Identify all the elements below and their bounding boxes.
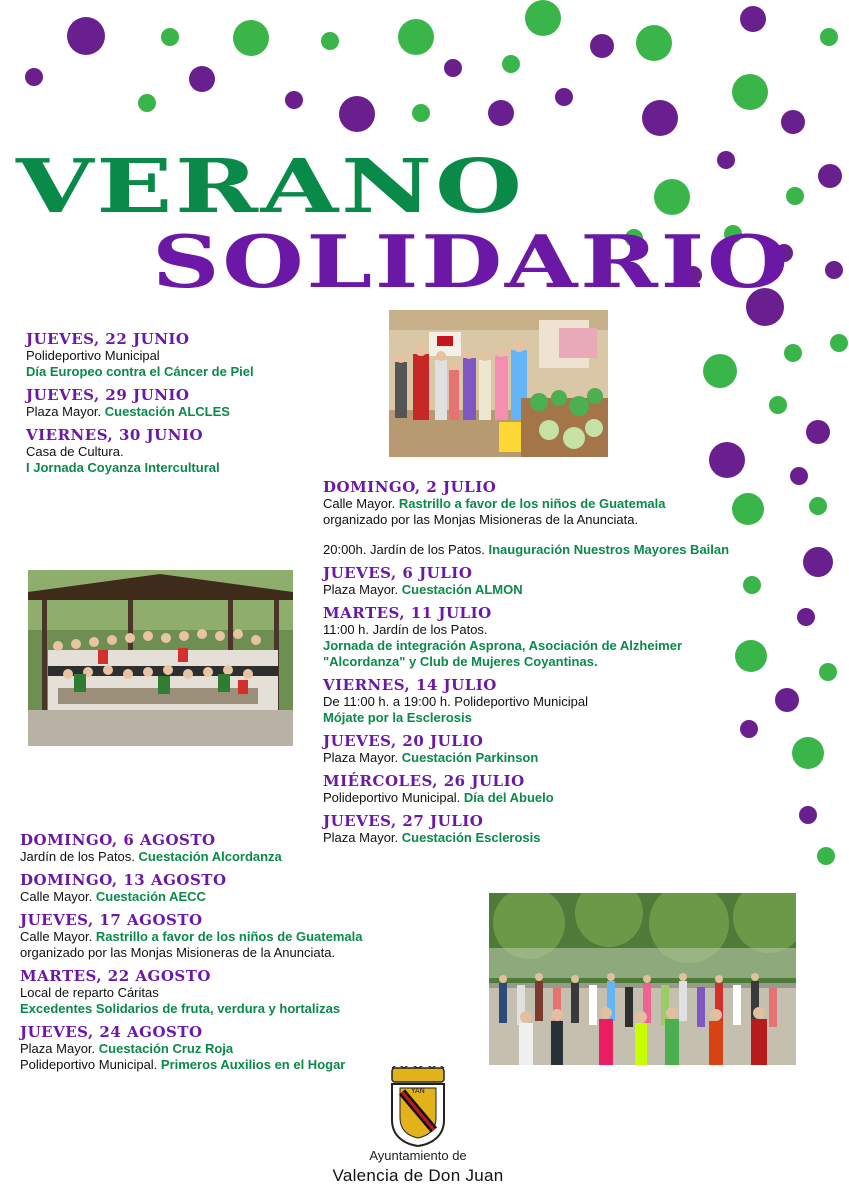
green-dot: [769, 396, 787, 414]
green-dot: [525, 0, 561, 36]
event-date: MIÉRCOLES, 26 JULIO: [323, 772, 525, 790]
event-date: VIERNES, 14 JULIO: [323, 676, 497, 694]
event-detail: [20, 1041, 480, 1057]
green-dot: [819, 663, 837, 681]
green-dot: [233, 20, 269, 56]
green-dot: [398, 19, 434, 55]
event-detail: [20, 889, 480, 905]
event-activity: Cuestación ALMON: [401, 582, 523, 597]
event-detail: [323, 710, 793, 726]
green-dot: [830, 334, 848, 352]
event-location: Plaza Mayor.: [323, 830, 402, 845]
event-detail: [323, 654, 793, 670]
title-solidario: SOLIDARIO: [152, 219, 792, 304]
purple-dot: [488, 100, 514, 126]
event-activity: Día del Abuelo: [463, 790, 554, 805]
event-detail: [20, 929, 480, 945]
event-detail: [26, 364, 366, 380]
green-dot: [636, 25, 672, 61]
event-date: JUEVES, 20 JULIO: [323, 732, 484, 750]
event-detail: [323, 542, 793, 558]
green-dot: [161, 28, 179, 46]
event-location: 11:00 h. Jardín de los Patos.: [323, 622, 488, 637]
photo-group-gazebo: [28, 570, 293, 746]
event-item: [323, 604, 793, 670]
events-june: [26, 330, 366, 482]
purple-dot: [799, 806, 817, 824]
event-item: [26, 330, 366, 380]
green-dot: [732, 74, 768, 110]
events-august: [20, 831, 480, 1079]
event-date: JUEVES, 6 JULIO: [323, 564, 473, 582]
line-spacer: [323, 528, 793, 542]
event-activity: "Alcordanza" y Club de Mujeres Coyantinas.: [323, 654, 598, 669]
event-detail: [26, 404, 366, 420]
event-location: Plaza Mayor.: [20, 1041, 99, 1056]
photo-dance-crowd: [489, 893, 796, 1065]
purple-dot: [797, 608, 815, 626]
title-verano: VERANO: [16, 144, 525, 230]
event-location: organizado por las Monjas Misioneras de la Anunciata.: [323, 512, 639, 527]
purple-dot: [781, 110, 805, 134]
event-date: JUEVES, 24 AGOSTO: [20, 1023, 203, 1041]
purple-dot: [189, 66, 215, 92]
event-detail: [20, 985, 480, 1001]
purple-dot: [339, 96, 375, 132]
purple-dot: [555, 88, 573, 106]
event-date: JUEVES, 17 AGOSTO: [20, 911, 203, 929]
event-location: Jardín de los Patos.: [20, 849, 139, 864]
event-detail: [26, 444, 366, 460]
event-item: [323, 564, 793, 598]
event-item: [20, 871, 480, 905]
events-july: [323, 478, 793, 852]
event-activity: Excedentes Solidarios de fruta, verdura y hortalizas: [20, 1001, 341, 1016]
event-date: JUEVES, 27 JULIO: [323, 812, 484, 830]
event-date: VIERNES, 30 JUNIO: [26, 426, 204, 444]
purple-dot: [444, 59, 462, 77]
purple-dot: [67, 17, 105, 55]
event-date: DOMINGO, 13 AGOSTO: [20, 871, 227, 889]
event-detail: [323, 694, 793, 710]
event-item: [26, 426, 366, 476]
event-activity: Mójate por la Esclerosis: [323, 710, 472, 725]
event-date: DOMINGO, 2 JULIO: [323, 478, 497, 496]
event-detail: [323, 496, 793, 512]
green-dot: [817, 847, 835, 865]
event-detail: [323, 638, 793, 654]
purple-dot: [25, 68, 43, 86]
green-dot: [321, 32, 339, 50]
event-location: Polideportivo Municipal.: [323, 790, 464, 805]
green-dot: [820, 28, 838, 46]
purple-dot: [818, 164, 842, 188]
event-date: MARTES, 22 AGOSTO: [20, 967, 211, 985]
event-item: [323, 478, 793, 558]
green-dot: [703, 354, 737, 388]
event-location: Local de reparto Cáritas: [20, 985, 159, 1000]
event-date: JUEVES, 22 JUNIO: [26, 330, 190, 348]
event-item: [323, 676, 793, 726]
green-dot: [792, 737, 824, 769]
event-activity: Cuestación AECC: [95, 889, 206, 904]
event-activity: Cuestación ALCLES: [104, 404, 230, 419]
event-activity: Cuestación Alcordanza: [138, 849, 282, 864]
purple-dot: [717, 151, 735, 169]
event-item: [20, 967, 480, 1017]
municipal-crest-logo: [386, 1066, 450, 1148]
event-item: [20, 911, 480, 961]
event-item: [26, 386, 366, 420]
purple-dot: [803, 547, 833, 577]
svg-text:YAN: YAN: [411, 1087, 425, 1095]
event-location: Plaza Mayor.: [26, 404, 105, 419]
event-location: Plaza Mayor.: [323, 750, 402, 765]
purple-dot: [740, 6, 766, 32]
event-location: Polideportivo Municipal.: [20, 1057, 161, 1072]
green-dot: [809, 497, 827, 515]
event-item: [323, 772, 793, 806]
event-date: MARTES, 11 JULIO: [323, 604, 492, 622]
event-detail: [323, 622, 793, 638]
event-location: Plaza Mayor.: [323, 582, 402, 597]
event-activity: Rastrillo a favor de los niños de Guatemala: [398, 496, 666, 511]
event-activity: I Jornada Coyanza Intercultural: [26, 460, 220, 475]
green-dot: [654, 179, 690, 215]
green-dot: [502, 55, 520, 73]
event-detail: [323, 750, 793, 766]
photo-caritas-volunteers: [389, 310, 608, 457]
event-detail: [20, 1001, 480, 1017]
event-activity: Jornada de integración Asprona, Asociación de Alzheimer: [323, 638, 683, 653]
event-location: Casa de Cultura.: [26, 444, 124, 459]
event-detail: [323, 582, 793, 598]
event-item: [20, 831, 480, 865]
event-location: De 11:00 h. a 19:00 h. Polideportivo Municipal: [323, 694, 588, 709]
event-location: organizado por las Monjas Misioneras de la Anunciata.: [20, 945, 336, 960]
purple-dot: [285, 91, 303, 109]
green-dot: [784, 344, 802, 362]
event-activity: Primeros Auxilios en el Hogar: [160, 1057, 346, 1072]
purple-dot: [825, 261, 843, 279]
purple-dot: [709, 442, 745, 478]
event-date: DOMINGO, 6 AGOSTO: [20, 831, 216, 849]
event-detail: [26, 460, 366, 476]
event-detail: [26, 348, 366, 364]
organization-line2: Valencia de Don Juan: [332, 1166, 504, 1185]
event-date: JUEVES, 29 JUNIO: [26, 386, 190, 404]
event-activity: Cuestación Cruz Roja: [98, 1041, 234, 1056]
event-location: Calle Mayor.: [20, 929, 96, 944]
purple-dot: [642, 100, 678, 136]
event-detail: [323, 790, 793, 806]
event-detail: [323, 512, 793, 528]
event-location: Calle Mayor.: [20, 889, 96, 904]
green-dot: [412, 104, 430, 122]
purple-dot: [806, 420, 830, 444]
green-dot: [138, 94, 156, 112]
green-dot: [786, 187, 804, 205]
event-item: [323, 732, 793, 766]
purple-dot: [590, 34, 614, 58]
event-detail: [20, 849, 480, 865]
event-activity: Cuestación Esclerosis: [401, 830, 541, 845]
event-activity: Día Europeo contra el Cáncer de Piel: [26, 364, 254, 379]
event-activity: Rastrillo a favor de los niños de Guatemala: [95, 929, 363, 944]
event-location: 20:00h. Jardín de los Patos.: [323, 542, 489, 557]
event-location: Calle Mayor.: [323, 496, 399, 511]
organization-line1: Ayuntamiento de: [369, 1148, 467, 1163]
event-activity: Cuestación Parkinson: [401, 750, 539, 765]
event-location: Polideportivo Municipal: [26, 348, 160, 363]
event-activity: Inauguración Nuestros Mayores Bailan: [488, 542, 730, 557]
event-detail: [20, 945, 480, 961]
